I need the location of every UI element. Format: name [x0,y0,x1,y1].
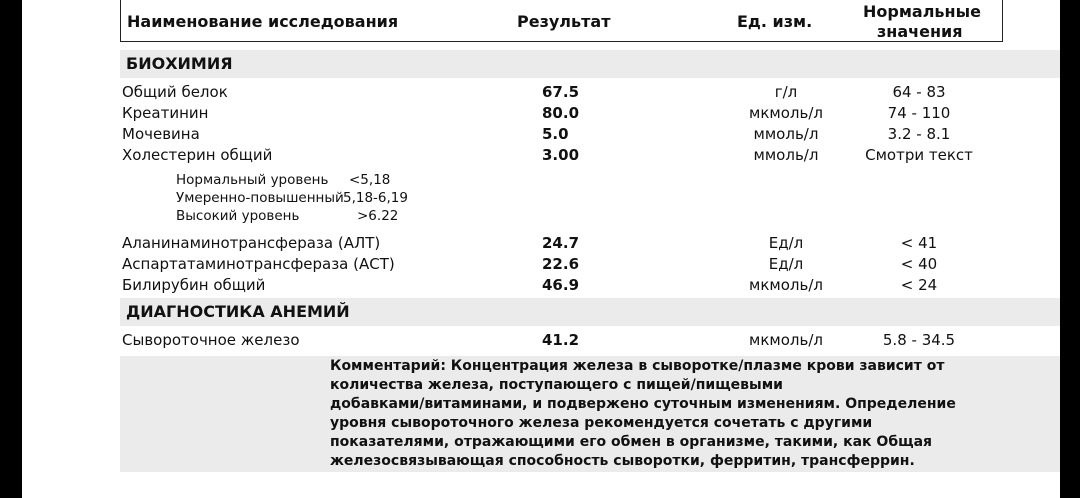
comment-line: Комментарий: Концентрация железа в сыворотке/плазме крови зависит от [330,358,945,374]
right-frame [1060,0,1080,498]
row-name: Аланинаминотрансфераза (АЛТ) [122,234,381,252]
table-row [120,81,1060,102]
section-anemia [120,298,1060,326]
row-result: 41.2 [542,331,580,349]
comment-line: уровня сывороточного железа рекомендуется сочетать с другими [330,415,873,431]
row-unit: ммоль/л [753,146,819,164]
cholesterol-note-label: Нормальный уровень [176,172,329,188]
row-unit: мкмоль/л [749,276,823,294]
cholesterol-note-value: 5,18-6,19 [343,190,408,206]
section-biochem-title: БИОХИМИЯ [126,54,233,73]
row-name: Креатинин [122,104,209,122]
header-norm-line1: Нормальные [863,2,981,21]
row-result: 67.5 [542,83,580,101]
comment-box [120,356,1060,472]
header-unit: Ед. изм. [737,12,813,31]
section-anemia-title: ДИАГНОСТИКА АНЕМИЙ [126,302,350,321]
row-result: 5.0 [542,125,569,143]
comment-line: количества железа, поступающего с пищей/пищевыми [330,377,783,393]
row-unit: мкмоль/л [749,331,823,349]
row-result: 3.00 [542,146,580,164]
row-name: Аспартатаминотрансфераза (АСТ) [122,255,395,273]
table-row [120,144,1060,165]
comment-line: железосвязывающая способность сыворотки, ферритин, трансферрин. [330,453,915,469]
comment-line: показателями, отражающими его обмен в организме, такими, как Общая [330,434,933,450]
row-result: 24.7 [542,234,580,252]
comment-line: добавками/витаминами, и подвержено суточным изменениям. Определение [330,396,956,412]
row-unit: Ед/л [768,234,804,252]
cholesterol-note-label: Умеренно-повышенный [176,190,344,206]
row-name: Сывороточное железо [122,331,300,349]
table-header [120,0,1003,42]
section-biochem [120,50,1060,78]
row-unit: мкмоль/л [749,104,823,122]
row-unit: Ед/л [768,255,804,273]
row-norm: Смотри текст [865,146,973,164]
row-name: Общий белок [122,83,228,101]
row-name: Холестерин общий [122,146,273,164]
row-norm: < 41 [900,234,938,252]
table-row [120,102,1060,123]
table-row [120,253,1060,274]
row-norm: 64 - 83 [892,83,946,101]
cholesterol-note-value: >6.22 [357,208,399,224]
header-result: Результат [517,12,611,31]
table-row [120,329,1060,350]
left-frame [0,0,22,498]
cholesterol-note-value: <5,18 [349,172,391,188]
row-result: 80.0 [542,104,580,122]
row-name: Мочевина [122,125,200,143]
row-norm: < 40 [900,255,938,273]
table-row [120,123,1060,144]
header-norm-line2: значения [877,22,963,41]
header-name: Наименование исследования [127,12,399,31]
row-name: Билирубин общий [122,276,266,294]
row-unit: г/л [774,83,798,101]
table-row [120,232,1060,253]
row-norm: 5.8 - 34.5 [882,331,956,349]
row-unit: ммоль/л [753,125,819,143]
row-norm: 3.2 - 8.1 [887,125,951,143]
row-result: 22.6 [542,255,580,273]
row-norm: 74 - 110 [887,104,951,122]
cholesterol-note-label: Высокий уровень [176,208,300,224]
table-row [120,274,1060,295]
row-norm: < 24 [900,276,938,294]
row-result: 46.9 [542,276,580,294]
